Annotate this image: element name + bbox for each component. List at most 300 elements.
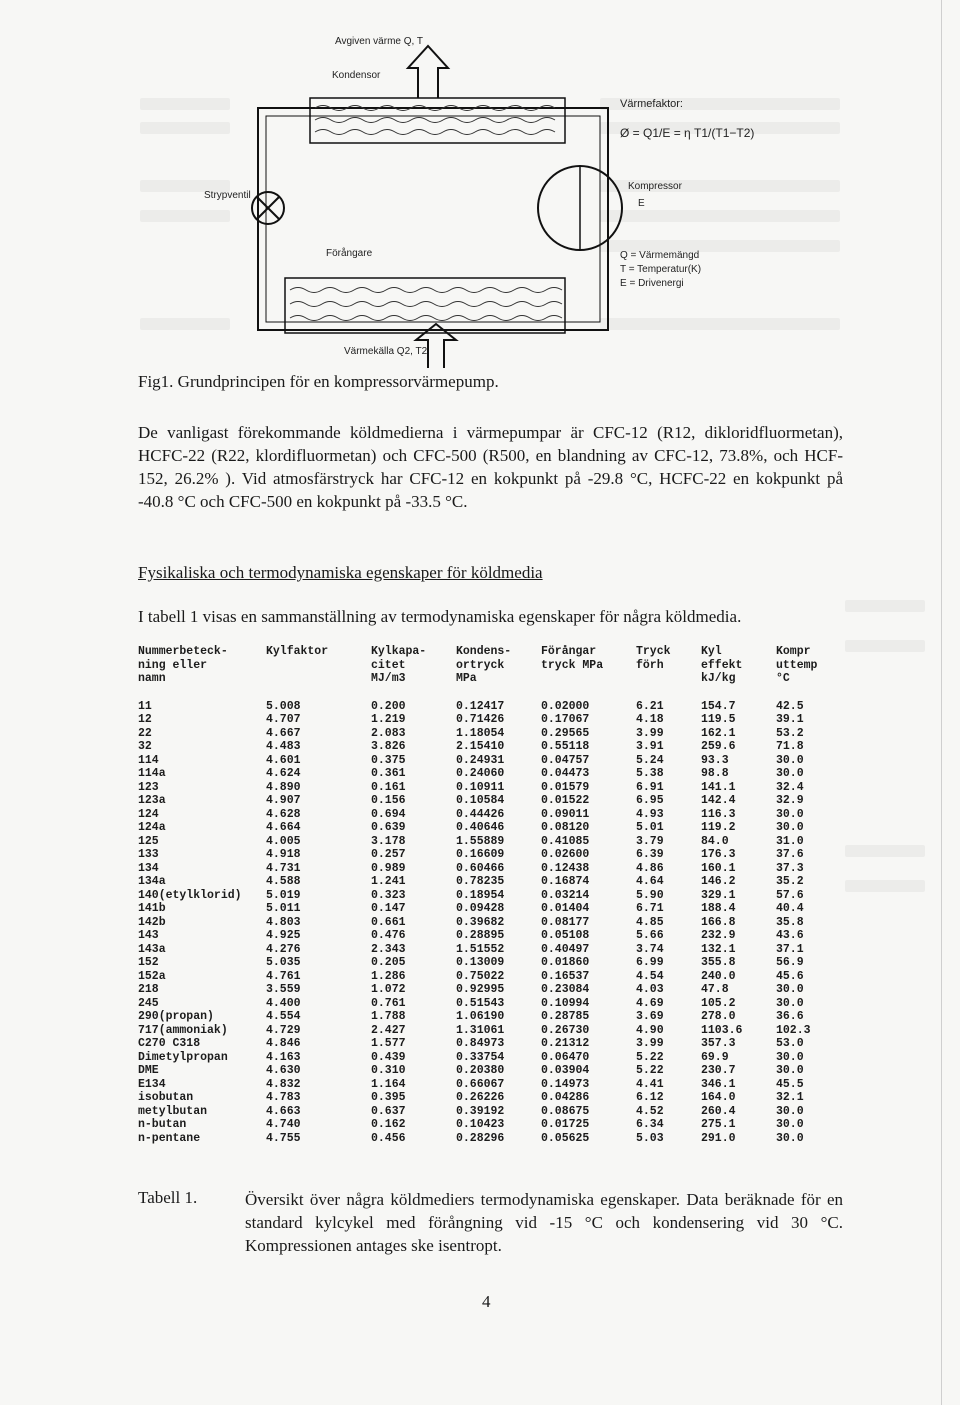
table-row — [138, 889, 836, 903]
table-caption-text: Översikt över några köldmediers termodynamiska egenskaper. Data beräknade för en standard kylcykel med förångning vid -15 °C och kondensering vid 30 °C. Kompressionen antages ske isentropt. — [245, 1190, 843, 1255]
table-cell: 123 — [138, 780, 159, 794]
column-header: Tryck — [636, 645, 671, 658]
bleed-through — [140, 318, 230, 330]
table-cell: 123a — [138, 794, 166, 807]
table-cell: 6.21 — [636, 699, 664, 713]
table-cell: 37.6 — [776, 848, 804, 861]
legend-t: T = Temperatur(K) — [620, 264, 702, 275]
table-row — [138, 821, 836, 835]
table-cell: 56.9 — [776, 956, 804, 969]
table-cell: 0.205 — [371, 956, 406, 969]
column-header: Förångar — [541, 645, 597, 658]
table-row — [138, 1091, 836, 1105]
table-row — [138, 727, 836, 741]
table-cell: 5.22 — [636, 1050, 664, 1064]
table-cell: 0.92995 — [456, 983, 505, 996]
heat-source-label: Värmekälla Q2, T2 — [344, 346, 428, 357]
table-cell: 0.28296 — [456, 1131, 505, 1145]
table-row — [138, 929, 836, 943]
table-cell: 4.918 — [266, 848, 301, 861]
table-cell: 30.0 — [776, 821, 804, 834]
table-cell: 0.14973 — [541, 1077, 590, 1091]
table-cell: 4.731 — [266, 861, 301, 875]
table-cell: 0.17067 — [541, 713, 590, 726]
table-cell: 141.1 — [701, 780, 736, 794]
table-row — [138, 740, 836, 754]
column-header: Kyl — [701, 645, 722, 658]
table-cell: 119.2 — [701, 821, 736, 834]
table-cell: 0.21312 — [541, 1037, 590, 1050]
table-cell: 2.427 — [371, 1023, 406, 1037]
table-cell: 2.083 — [371, 726, 406, 740]
table-cell: 717(ammoniak) — [138, 1023, 228, 1037]
section-heading: Fysikaliska och termodynamiska egenskaper för köldmedia — [138, 563, 543, 582]
compressor-e-label: E — [638, 198, 645, 209]
table-cell: 30.0 — [776, 807, 804, 821]
table-cell: 1.286 — [371, 969, 406, 983]
table-body — [138, 700, 836, 1146]
table-cell: 0.16609 — [456, 848, 505, 861]
table-cell: 0.375 — [371, 753, 406, 767]
intro-paragraph — [138, 421, 843, 513]
table-cell: 114 — [138, 753, 159, 767]
table-cell: 1.219 — [371, 713, 406, 726]
table-row — [138, 1118, 836, 1132]
table-cell: 35.2 — [776, 875, 804, 888]
table-cell: 32.9 — [776, 794, 804, 807]
table-cell: 0.26226 — [456, 1091, 505, 1104]
table-cell: 0.39192 — [456, 1104, 505, 1118]
table-cell: 5.22 — [636, 1064, 664, 1077]
table-cell: n-pentane — [138, 1131, 201, 1145]
table-cell: 0.01404 — [541, 902, 590, 915]
table-cell: 0.24060 — [456, 767, 505, 780]
table-cell: 0.12438 — [541, 861, 590, 875]
table-cell: 4.624 — [266, 767, 301, 780]
table-cell: 6.71 — [636, 902, 664, 915]
table-cell: 4.69 — [636, 996, 664, 1010]
table-cell: 4.03 — [636, 983, 664, 996]
table-intro-paragraph — [138, 605, 843, 628]
table-cell: 0.78235 — [456, 875, 505, 888]
table-cell: 39.1 — [776, 713, 804, 726]
table-cell: 37.3 — [776, 861, 804, 875]
table-cell: 4.664 — [266, 821, 301, 834]
table-cell: 4.005 — [266, 834, 301, 848]
table-cell: 0.476 — [371, 929, 406, 942]
table-cell: 69.9 — [701, 1050, 729, 1064]
table-cell: 166.8 — [701, 915, 736, 929]
table-row — [138, 713, 836, 727]
table-row — [138, 1064, 836, 1078]
table-cell: 143a — [138, 942, 166, 956]
table-cell: 0.24931 — [456, 753, 505, 767]
table-cell: 0.55118 — [541, 740, 590, 753]
table-row — [138, 997, 836, 1011]
table-cell: 240.0 — [701, 969, 736, 983]
header-row — [138, 672, 836, 686]
table-cell: 0.26730 — [541, 1023, 590, 1037]
table-cell: 43.6 — [776, 929, 804, 942]
table-cell: 30.0 — [776, 996, 804, 1010]
table-row — [138, 1051, 836, 1065]
table-cell: 0.44426 — [456, 807, 505, 821]
table-cell: 1.51552 — [456, 942, 505, 956]
table-cell: 0.16874 — [541, 875, 590, 888]
table-cell: 3.178 — [371, 834, 406, 848]
column-header: kJ/kg — [701, 672, 736, 685]
table-cell: 0.16537 — [541, 969, 590, 983]
table-cell: 4.755 — [266, 1131, 301, 1145]
table-cell: 0.01725 — [541, 1118, 590, 1131]
table-cell: 0.395 — [371, 1091, 406, 1104]
column-header: MJ/m3 — [371, 672, 406, 685]
column-header — [636, 672, 701, 686]
table-row — [138, 754, 836, 768]
table-cell: 3.99 — [636, 726, 664, 740]
table-cell: 105.2 — [701, 996, 736, 1010]
table-cell: 0.10423 — [456, 1118, 505, 1131]
table-cell: 4.554 — [266, 1010, 301, 1023]
condenser-coil — [310, 98, 565, 143]
table-row — [138, 794, 836, 808]
table-cell: 0.33754 — [456, 1050, 505, 1064]
table-cell: 5.66 — [636, 929, 664, 942]
table-cell: 4.90 — [636, 1023, 664, 1037]
table-cell: 22 — [138, 726, 152, 740]
table-cell: 0.456 — [371, 1131, 406, 1145]
table-cell: 4.630 — [266, 1064, 301, 1077]
table-cell: 0.439 — [371, 1050, 406, 1064]
heat-out-arrow — [408, 46, 448, 98]
spacer-cell — [138, 686, 836, 700]
table-cell: 4.663 — [266, 1104, 301, 1118]
table-cell: 6.12 — [636, 1091, 664, 1104]
table-cell: 0.75022 — [456, 969, 505, 983]
table-cell: 30.0 — [776, 1104, 804, 1118]
column-header: förh — [636, 658, 664, 672]
table-row — [138, 862, 836, 876]
table-cell: 30.0 — [776, 1131, 804, 1145]
table-cell: 3.91 — [636, 740, 664, 753]
table-cell: DME — [138, 1064, 159, 1077]
table-cell: 230.7 — [701, 1064, 736, 1077]
table-cell: 30.0 — [776, 983, 804, 996]
table-cell: 140(etylklorid) — [138, 888, 242, 902]
table-cell: 5.90 — [636, 888, 664, 902]
table-cell: 0.310 — [371, 1064, 406, 1077]
table-cell: 0.257 — [371, 848, 406, 861]
table-cell: 1.18054 — [456, 726, 505, 740]
table-cell: 4.483 — [266, 740, 301, 753]
table-cell: 4.729 — [266, 1023, 301, 1037]
table-cell: 45.5 — [776, 1077, 804, 1091]
refrigerant-properties-table — [138, 645, 836, 1145]
table-cell: 4.54 — [636, 969, 664, 983]
table-cell: 329.1 — [701, 888, 736, 902]
table-caption-label: Tabell 1. — [138, 1188, 198, 1207]
bleed-through — [845, 600, 925, 612]
table-cell: 4.41 — [636, 1077, 664, 1091]
table-cell: isobutan — [138, 1091, 194, 1104]
table-cell: 45.6 — [776, 969, 804, 983]
column-header: citet — [371, 658, 406, 672]
table-cell: 152a — [138, 969, 166, 983]
table-cell: 40.4 — [776, 902, 804, 915]
table-cell: 0.147 — [371, 902, 406, 915]
table-cell: 162.1 — [701, 726, 736, 740]
table-cell: 30.0 — [776, 1118, 804, 1131]
page-number: 4 — [482, 1292, 491, 1311]
table-cell: 1.577 — [371, 1037, 406, 1050]
table-cell: 0.40497 — [541, 942, 590, 956]
table-cell: 6.99 — [636, 956, 664, 969]
compressor-label: Kompressor — [628, 181, 682, 192]
paragraph-text: De vanligast förekommande köldmedierna i värmepumpar är CFC-12 (R12, dikloridfluormetan), HCFC-22 (R22, klordifluormetan) och CFC-500 (R500, en blandning av CFC-12, 73.8%, och HCF-152, 26.2% ). Vid atmosfärstryck har CFC-12 en kokpunkt på -29.8 °C, HCFC-22 en kokpunkt på -40.8 °C och CFC-500 en kokpunkt på -33.5 °C. — [138, 423, 843, 511]
table-cell: 3.69 — [636, 1010, 664, 1023]
table-cell: 57.6 — [776, 888, 804, 902]
table-cell: 5.03 — [636, 1131, 664, 1145]
bleed-through — [140, 210, 230, 222]
bleed-through — [845, 845, 925, 857]
table-cell: 47.8 — [701, 983, 729, 996]
table-cell: 357.3 — [701, 1037, 736, 1050]
table-cell: 0.08177 — [541, 915, 590, 929]
table-cell: 0.08675 — [541, 1104, 590, 1118]
table-cell: 0.03214 — [541, 888, 590, 902]
column-header — [266, 659, 371, 673]
table-row — [138, 916, 836, 930]
table-cell: 0.13009 — [456, 956, 505, 969]
column-header: uttemp — [776, 658, 818, 672]
table-cell: 53.2 — [776, 726, 804, 740]
table-cell: 5.011 — [266, 902, 301, 915]
table-cell: 32 — [138, 740, 152, 753]
table-cell: 0.200 — [371, 699, 406, 713]
table-cell: 1.072 — [371, 983, 406, 996]
table-cell: 0.39682 — [456, 915, 505, 929]
table-cell: 35.8 — [776, 915, 804, 929]
table-cell: 0.08120 — [541, 821, 590, 834]
table-row — [138, 1037, 836, 1051]
column-header: MPa — [456, 672, 477, 685]
table-cell: 5.24 — [636, 753, 664, 767]
figure-caption: Fig1. Grundprincipen för en kompressorvärmepump. — [138, 372, 499, 391]
table-cell: 4.925 — [266, 929, 301, 942]
table-row — [138, 1024, 836, 1038]
table-cell: 232.9 — [701, 929, 736, 942]
legend-e: E = Drivenergi — [620, 278, 684, 289]
table-cell: 42.5 — [776, 699, 804, 713]
table-cell: 4.740 — [266, 1118, 301, 1131]
table-cell: 1.241 — [371, 875, 406, 888]
table-cell: 0.01860 — [541, 956, 590, 969]
table-cell: 4.783 — [266, 1091, 301, 1104]
table-cell: 0.694 — [371, 807, 406, 821]
table-cell: 3.74 — [636, 942, 664, 956]
table-cell: 31.0 — [776, 834, 804, 848]
table-cell: 0.29565 — [541, 726, 590, 740]
table-cell: 3.559 — [266, 983, 301, 996]
table-cell: 4.64 — [636, 875, 664, 888]
bleed-through — [140, 98, 230, 110]
cop-formula: Ø = Q1/E = η T1/(T1−T2) — [620, 126, 755, 140]
table-cell: 259.6 — [701, 740, 736, 753]
table-cell: 4.18 — [636, 713, 664, 726]
table-cell: 0.161 — [371, 780, 406, 794]
table-cell: 32.1 — [776, 1091, 804, 1104]
table-cell: 98.8 — [701, 767, 729, 780]
table-cell: 4.276 — [266, 942, 301, 956]
table-cell: 3.826 — [371, 740, 406, 753]
table-cell: 4.907 — [266, 794, 301, 807]
table-cell: 245 — [138, 996, 159, 1010]
table-cell: 152 — [138, 956, 159, 969]
table-cell: 0.361 — [371, 767, 406, 780]
table-cell: 134 — [138, 861, 159, 875]
evaporator-coil — [285, 278, 565, 333]
table-cell: 0.60466 — [456, 861, 505, 875]
table-row — [138, 902, 836, 916]
table-cell: 0.02600 — [541, 848, 590, 861]
table-row — [138, 1132, 836, 1146]
column-header: tryck MPa — [541, 658, 604, 672]
table-cell: 4.890 — [266, 780, 301, 794]
table-row — [138, 956, 836, 970]
table-cell: 0.03904 — [541, 1064, 590, 1077]
table-cell: 0.989 — [371, 861, 406, 875]
table-cell: 0.01522 — [541, 794, 590, 807]
table-row — [138, 1105, 836, 1119]
table-cell: 0.28895 — [456, 929, 505, 942]
table-cell: 0.10911 — [456, 780, 505, 794]
page-edge — [941, 0, 942, 1405]
table-cell: 4.86 — [636, 861, 664, 875]
table-cell: 4.601 — [266, 753, 301, 767]
table-cell: 0.10994 — [541, 996, 590, 1010]
table-cell: 1.06190 — [456, 1010, 505, 1023]
table-cell: 142.4 — [701, 794, 736, 807]
table-cell: 4.846 — [266, 1037, 301, 1050]
table-cell: Dimetylpropan — [138, 1050, 228, 1064]
paragraph-text: I tabell 1 visas en sammanställning av termodynamiska egenskaper för några köldmedia. — [138, 607, 742, 626]
column-header: Nummerbeteck- — [138, 645, 228, 658]
table-cell: 4.588 — [266, 875, 301, 888]
table-cell: 30.0 — [776, 1064, 804, 1077]
legend-q: Q = Värmemängd — [620, 250, 700, 261]
table-cell: 0.04757 — [541, 753, 590, 767]
table-cell: 0.28785 — [541, 1010, 590, 1023]
table-row — [138, 943, 836, 957]
table-cell: 0.661 — [371, 915, 406, 929]
table-cell: 143 — [138, 929, 159, 942]
table-header — [138, 645, 836, 700]
bleed-through — [140, 122, 230, 134]
header-row — [138, 645, 836, 659]
table-cell: 4.803 — [266, 915, 301, 929]
column-header: Kylkapa- — [371, 645, 427, 658]
table-row — [138, 875, 836, 889]
table-cell: 146.2 — [701, 875, 736, 888]
table-cell: 2.15410 — [456, 740, 505, 753]
heat-pump-diagram — [204, 28, 760, 373]
table-row — [138, 1078, 836, 1092]
table-cell: 291.0 — [701, 1131, 736, 1145]
table-cell: 278.0 — [701, 1010, 736, 1023]
table-cell: 0.05108 — [541, 929, 590, 942]
table-cell: 142b — [138, 915, 166, 929]
evaporator-label: Förångare — [326, 248, 373, 259]
bleed-through — [845, 640, 925, 652]
table-cell: 102.3 — [776, 1023, 811, 1037]
table-cell: 4.667 — [266, 726, 301, 740]
table-cell: 4.761 — [266, 969, 301, 983]
table-cell: 0.71426 — [456, 713, 505, 726]
table-cell: 0.02000 — [541, 699, 590, 713]
table-cell: 0.41085 — [541, 834, 590, 848]
table-cell: 154.7 — [701, 699, 736, 713]
table-cell: 30.0 — [776, 1050, 804, 1064]
table-cell: 1.164 — [371, 1077, 406, 1091]
condenser-label: Kondensor — [332, 70, 381, 81]
table-cell: 0.20380 — [456, 1064, 505, 1077]
table-cell: 133 — [138, 848, 159, 861]
table-cell: 164.0 — [701, 1091, 736, 1104]
table-cell: 5.01 — [636, 821, 664, 834]
table-cell: 6.34 — [636, 1118, 664, 1131]
table-cell: 0.162 — [371, 1118, 406, 1131]
table-cell: 1.55889 — [456, 834, 505, 848]
table-row — [138, 700, 836, 714]
table-cell: 346.1 — [701, 1077, 736, 1091]
table-cell: 6.95 — [636, 794, 664, 807]
table-cell: 4.400 — [266, 996, 301, 1010]
table-cell: 4.628 — [266, 807, 301, 821]
table-cell: 124a — [138, 821, 166, 834]
table-cell: 134a — [138, 875, 166, 888]
table-row — [138, 983, 836, 997]
table-cell: 32.4 — [776, 780, 804, 794]
table-cell: 12 — [138, 713, 152, 726]
column-header: °C — [776, 672, 790, 685]
table-cell: 0.04473 — [541, 767, 590, 780]
table-cell: 176.3 — [701, 848, 736, 861]
table-cell: 0.66067 — [456, 1077, 505, 1091]
table-cell: 37.1 — [776, 942, 804, 956]
column-header: Kylfaktor — [266, 645, 329, 658]
table-row — [138, 1010, 836, 1024]
column-header: effekt — [701, 658, 743, 672]
table-cell: 4.163 — [266, 1050, 301, 1064]
table-cell: 5.008 — [266, 699, 301, 713]
table-cell: 0.639 — [371, 821, 406, 834]
heat-out-label: Avgiven värme Q, T — [335, 36, 423, 47]
heat-pump-schematic — [240, 28, 760, 373]
bleed-through — [845, 880, 925, 892]
table-cell: 1.31061 — [456, 1023, 505, 1037]
table-cell: 0.51543 — [456, 996, 505, 1010]
cop-title: Värmefaktor: — [620, 98, 683, 110]
table-cell: 4.707 — [266, 713, 301, 726]
table-row — [138, 781, 836, 795]
table-cell: 3.99 — [636, 1037, 664, 1050]
table-cell: 1103.6 — [701, 1023, 743, 1037]
table-cell: n-butan — [138, 1118, 187, 1131]
table-cell: 1.788 — [371, 1010, 406, 1023]
table-cell: E134 — [138, 1077, 166, 1091]
table-cell: 355.8 — [701, 956, 736, 969]
table-cell: 4.52 — [636, 1104, 664, 1118]
